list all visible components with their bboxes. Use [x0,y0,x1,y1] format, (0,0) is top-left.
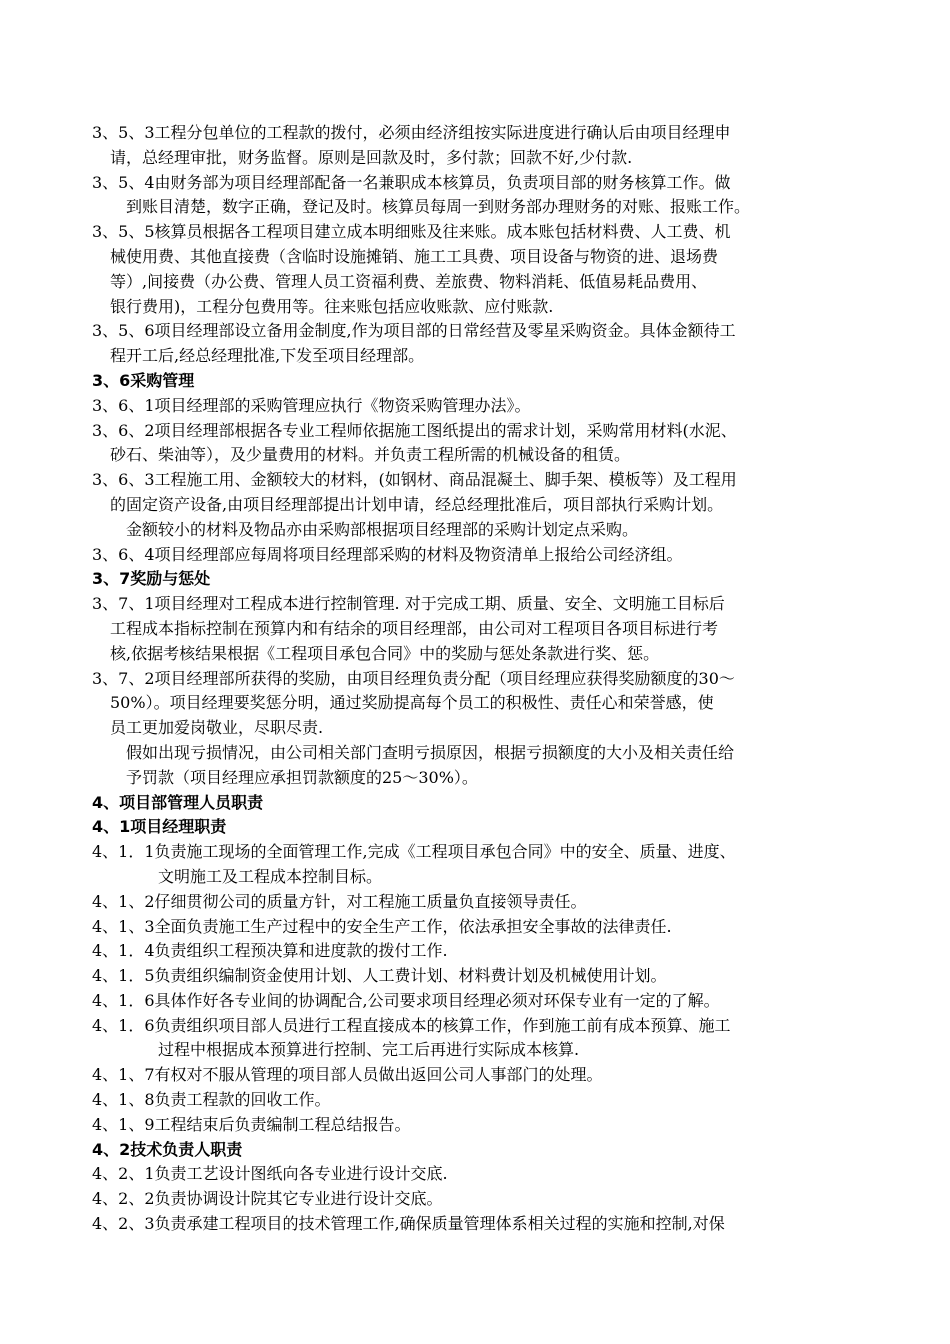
document-body [92,121,882,1237]
section-heading: 3、6采购管理 [92,370,195,390]
text-line: 程开工后,经总经理批准,下发至项目经理部。 [110,346,425,366]
text-line: 4、2、2负责协调设计院其它专业进行设计交底。 [92,1189,443,1209]
section-heading: 3、7奖励与惩处 [92,569,211,589]
text-line: 4、1、9工程结束后负责编制工程总结报告。 [92,1114,411,1134]
text-line: 员工更加爱岗敬业，尽职尽责. [110,718,324,738]
text-line: 械使用费、其他直接费（含临时设施摊销、施工工具费、项目设备与物资的进、退场费 [110,246,719,266]
text-line: 3、6、2项目经理部根据各专业工程师依据施工图纸提出的需求计划，采购常用材料(水泥、 [92,420,737,440]
text-line: 文明施工及工程成本控制目标。 [158,866,383,886]
text-line: 4、1、7有权对不服从管理的项目部人员做出返回公司人事部门的处理。 [92,1065,603,1085]
section-heading: 4、项目部管理人员职责 [92,792,264,812]
text-line: 等）,间接费（办公费、管理人员工资福利费、差旅费、物料消耗、低值易耗品费用、 [110,271,708,291]
text-line: 3、5、3工程分包单位的工程款的拨付，必须由经济组按实际进度进行确认后由项目经理申 [92,123,731,142]
text-line: 工程成本指标控制在预算内和有结余的项目经理部，由公司对工程项目各项目标进行考 [110,618,719,638]
text-line: 3、5、4由财务部为项目经理部配备一名兼职成本核算员，负责项目部的财务核算工作。做 [92,172,731,192]
text-line: 到账目清楚，数字正确，登记及时。核算员每周一到财务部办理财务的对账、报账工作。 [126,197,751,217]
text-line: 3、7、1项目经理对工程成本进行控制管理. 对于完成工期、质量、安全、文明施工目标后 [92,594,725,614]
text-line: 4、2、1负责工艺设计图纸向各专业进行设计交底. [92,1164,448,1184]
text-line: 4、1、3全面负责施工生产过程中的安全生产工作，依法承担安全事故的法律责任. [92,916,672,936]
text-line: 核,依据考核结果根据《工程项目承包合同》中的奖励与惩处条款进行奖、惩。 [110,643,660,663]
text-line: 4、1．5负责组织编制资金使用计划、人工费计划、材料费计划及机械使用计划。 [92,966,667,986]
text-line: 3、5、6项目经理部设立备用金制度,作为项目部的日常经营及零星采购资金。具体金额待工 [92,321,736,341]
text-line: 3、6、3工程施工用、金额较大的材料，(如钢材、商品混凝土、脚手架、模板等）及工程用 [92,470,737,490]
text-line: 3、5、5核算员根据各工程项目建立成本明细账及往来账。成本账包括材料费、人工费、机 [92,222,731,242]
text-line: 4、1、8负责工程款的回收工作。 [92,1090,331,1110]
text-line: 4、1．4负责组织工程预决算和进度款的拨付工作. [92,941,448,961]
section-heading: 4、1项目经理职责 [92,817,227,837]
text-line: 50%）。项目经理要奖惩分明，通过奖励提高每个员工的积极性、责任心和荣誉感，使 [110,693,714,713]
text-line: 砂石、柴油等），及少量费用的材料。并负责工程所需的机械设备的租赁。 [110,445,631,465]
text-line: 3、6、4项目经理部应每周将项目经理部采购的材料及物资清单上报给公司经济组。 [92,544,683,564]
text-line: 4、1、2仔细贯彻公司的质量方针，对工程施工质量负直接领导责任。 [92,891,587,911]
section-heading: 4、2技术负责人职责 [92,1139,243,1159]
text-line: 4、1．6负责组织项目部人员进行工程直接成本的核算工作，作到施工前有成本预算、施工 [92,1015,731,1035]
text-line: 银行费用)，工程分包费用等。往来账包括应收账款、应付账款. [110,296,554,316]
text-line: 3、7、2项目经理部所获得的奖励，由项目经理负责分配（项目经理应获得奖励额度的30～ [92,668,735,688]
text-line: 予罚款（项目经理应承担罚款额度的25～30%）。 [126,767,478,787]
text-line: 过程中根据成本预算进行控制、完工后再进行实际成本核算. [158,1040,580,1060]
text-line: 假如出现亏损情况，由公司相关部门查明亏损原因，根据亏损额度的大小及相关责任给 [126,742,735,762]
text-line: 的固定资产设备,由项目经理部提出计划申请，经总经理批准后，项目部执行采购计划。 [110,494,724,514]
text-line: 4、1．6具体作好各专业间的协调配合,公司要求项目经理必须对环保专业有一定的了解。 [92,990,720,1010]
text-line: 4、2、3负责承建工程项目的技术管理工作,确保质量管理体系相关过程的实施和控制,对保 [92,1214,725,1234]
text-line: 请，总经理审批，财务监督。原则是回款及时，多付款；回款不好,少付款. [110,147,633,167]
text-line: 金额较小的材料及物品亦由采购部根据项目经理部的采购计划定点采购。 [126,519,639,539]
text-line: 4、1．1负责施工现场的全面管理工作,完成《工程项目承包合同》中的安全、质量、进度、 [92,842,736,862]
text-line: 3、6、1项目经理部的采购管理应执行《物资采购管理办法》。 [92,395,531,415]
